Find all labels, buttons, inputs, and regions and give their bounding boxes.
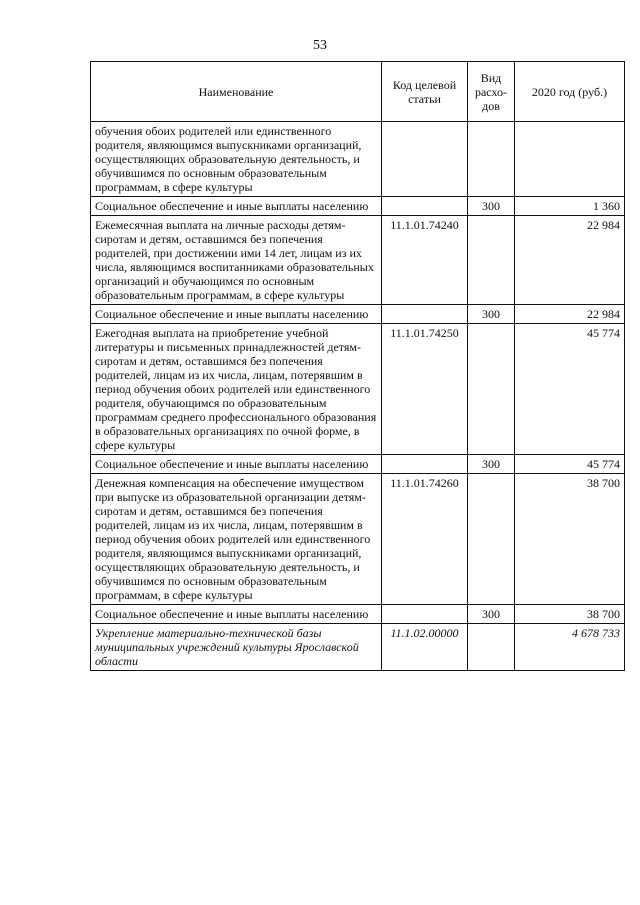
cell-type [468,624,515,671]
table-row [91,122,625,197]
page-number: 53 [313,38,327,53]
cell-code: 11.1.02.00000 [382,624,468,671]
cell-type [468,474,515,605]
cell-code [382,122,468,197]
cell-type [468,122,515,197]
budget-table [90,61,625,671]
cell-name: Социальное обеспечение и иные выплаты населению [91,305,382,324]
header-type: Вид расхо-дов [468,62,515,122]
cell-code: 11.1.01.74260 [382,474,468,605]
table-row [91,605,625,624]
header-code: Код целевой статьи [382,62,468,122]
cell-amount: 1 360 [515,197,625,216]
header-amount: 2020 год (руб.) [515,62,625,122]
cell-name: Социальное обеспечение и иные выплаты населению [91,605,382,624]
cell-type: 300 [468,605,515,624]
cell-name: Денежная компенсация на обеспечение имуществом при выпуске из образовательной организации детям-сиротам и детям, оставшимся без попечения родителей, лицам из их числа, лицам, потерявшим в период обучения обоих родителей или единственного родителя, являющимся выпускниками организаций, осуществляющих образовательную деятельность, и обучившимся по основным образовательным программам, в сфере культуры [91,474,382,605]
cell-code [382,605,468,624]
table-row [91,324,625,455]
cell-code [382,197,468,216]
cell-type: 300 [468,455,515,474]
table-row [91,197,625,216]
cell-type: 300 [468,197,515,216]
cell-name: Социальное обеспечение и иные выплаты населению [91,455,382,474]
cell-code [382,305,468,324]
cell-amount: 22 984 [515,305,625,324]
cell-code [382,455,468,474]
cell-name: Укрепление материально-технической базы муниципальных учреждений культуры Ярославской области [91,624,382,671]
cell-type: 300 [468,305,515,324]
cell-name: Социальное обеспечение и иные выплаты населению [91,197,382,216]
table-row [91,624,625,671]
table-row [91,305,625,324]
table-row [91,455,625,474]
cell-code: 11.1.01.74240 [382,216,468,305]
cell-name: Ежегодная выплата на приобретение учебной литературы и письменных принадлежностей детям-сиротам и детям, оставшимся без попечения родителей, лицам из их числа, лицам, потерявшим в период обучения обоих родителей или единственного родителя, обучающимся по образовательным программам среднего профессионального образования в образовательных организациях по очной форме, в сфере культуры [91,324,382,455]
cell-name: обучения обоих родителей или единственного родителя, являющимся выпускниками организаций, осуществляющих образовательную деятельность, и обучившимся по основным образовательным программам, в сфере культуры [91,122,382,197]
cell-amount: 45 774 [515,324,625,455]
cell-type [468,216,515,305]
cell-amount: 38 700 [515,605,625,624]
cell-amount: 22 984 [515,216,625,305]
table-row [91,216,625,305]
cell-amount: 45 774 [515,455,625,474]
table-row [91,474,625,605]
table-header-row [91,62,625,122]
cell-amount: 4 678 733 [515,624,625,671]
cell-code: 11.1.01.74250 [382,324,468,455]
cell-name: Ежемесячная выплата на личные расходы детям-сиротам и детям, оставшимся без попечения родителей, при достижении ими 14 лет, лицам из их числа, являющимся воспитанниками образовательных организаций и обучающимся по основным образовательным программам, в сфере культуры [91,216,382,305]
cell-amount [515,122,625,197]
cell-amount: 38 700 [515,474,625,605]
cell-type [468,324,515,455]
header-name: Наименование [91,62,382,122]
